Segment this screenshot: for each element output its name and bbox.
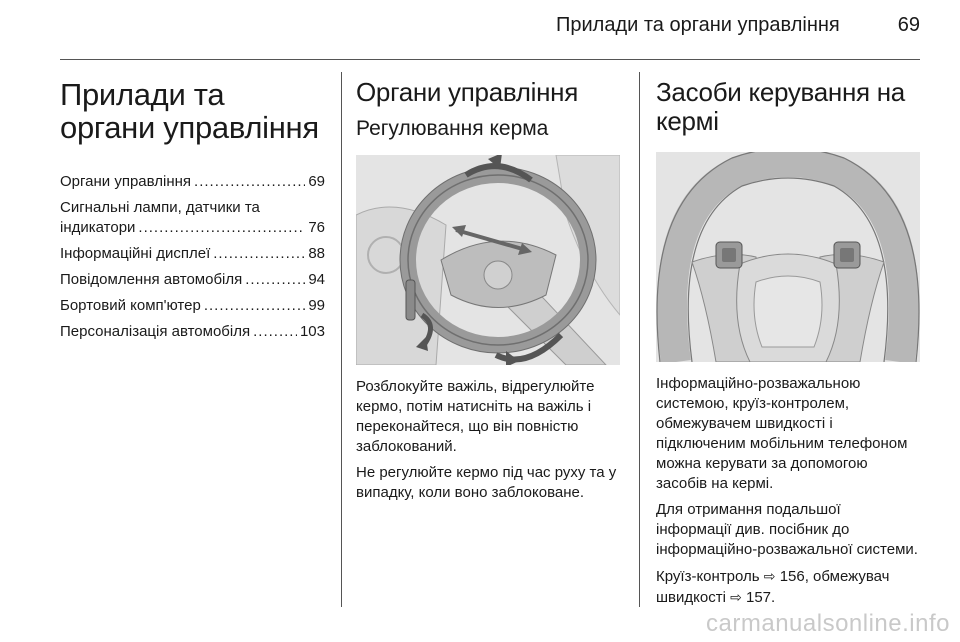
chapter-title: Прилади та органи управління: [60, 77, 319, 145]
toc-label: Бортовий комп'ютер: [60, 297, 201, 314]
toc-leader: [194, 172, 305, 192]
header-rule: [60, 59, 920, 60]
warning-paragraph: Не регулюйте кермо під час руху та у випадку, коли воно заблоковане.: [356, 464, 617, 501]
toc-page: 103: [299, 323, 325, 340]
more-info-paragraph: Для отримання подальшої інформації див. посібник до інформаційно-розважальної системи.: [656, 501, 918, 558]
toc-item[interactable]: [60, 322, 325, 342]
toc-leader: [204, 296, 305, 316]
toc-label: Інформаційні дисплеї: [60, 245, 211, 262]
toc-item[interactable]: [60, 270, 325, 290]
column-toc: [60, 72, 325, 348]
toc-label: Органи управління: [60, 173, 192, 190]
header-section-title: Прилади та органи управління: [556, 14, 840, 36]
steering-adjust-illustration: [356, 155, 620, 365]
toc-page: 88: [308, 245, 325, 262]
column-divider: [341, 72, 342, 607]
toc-item[interactable]: [60, 244, 325, 264]
toc-item[interactable]: [60, 198, 325, 238]
toc-page: 94: [308, 271, 325, 288]
toc-page: 76: [308, 219, 325, 236]
section-title: Органи управління: [356, 77, 579, 107]
ref-page[interactable]: 157: [746, 589, 772, 606]
column-divider: [639, 72, 640, 607]
steering-controls-illustration: [656, 152, 920, 362]
running-header: [60, 14, 920, 37]
page-ref-arrow-icon: ⇨: [730, 589, 742, 605]
cross-reference-paragraph: [656, 566, 920, 608]
toc-label: Сигнальні лампи, датчики та: [60, 199, 260, 216]
column-steering-controls: [656, 72, 920, 608]
column-steering-adjust: [356, 72, 624, 503]
page-number: 69: [897, 14, 920, 36]
page-ref-arrow-icon: ⇨: [763, 568, 776, 584]
ref-end: .: [771, 589, 776, 606]
toc-page: 69: [308, 173, 325, 190]
toc-leader: [253, 322, 297, 342]
toc-label: Повідомлення автомобіля: [60, 271, 243, 288]
toc-item[interactable]: [60, 296, 325, 316]
subsection-title: Регулювання керма: [356, 117, 549, 140]
steering-wheel-adjust-svg: [356, 155, 620, 365]
steering-wheel-svg: [656, 152, 920, 362]
ref-page[interactable]: 156: [779, 568, 805, 585]
toc-leader: [138, 218, 305, 238]
watermark: carmanualsonline.info: [706, 610, 950, 637]
ref-label: Круїз-контроль: [656, 568, 760, 585]
toc-label: Персоналізація автомобіля: [60, 323, 251, 340]
instruction-paragraph: Розблокуйте важіль, відрегулюйте кермо, потім натисніть на важіль і переконайтеся, що він повністю заблокований.: [356, 378, 595, 455]
toc-leader: [213, 244, 305, 264]
toc-leader: [245, 270, 305, 290]
ref-label: , обмежувач швидкості: [656, 568, 890, 606]
toc-label: індикатори: [60, 219, 136, 236]
table-of-contents: [60, 172, 325, 342]
toc-page: 99: [308, 297, 325, 314]
section-title: Засоби керування на кермі: [656, 77, 905, 136]
controls-description: Інформаційно-розважальною системою, круїз-контролем, обмежувачем швидкості і підключеним мобільним телефоном можна керувати за допомогою засобів на кермі.: [656, 375, 908, 492]
toc-item[interactable]: [60, 172, 325, 192]
